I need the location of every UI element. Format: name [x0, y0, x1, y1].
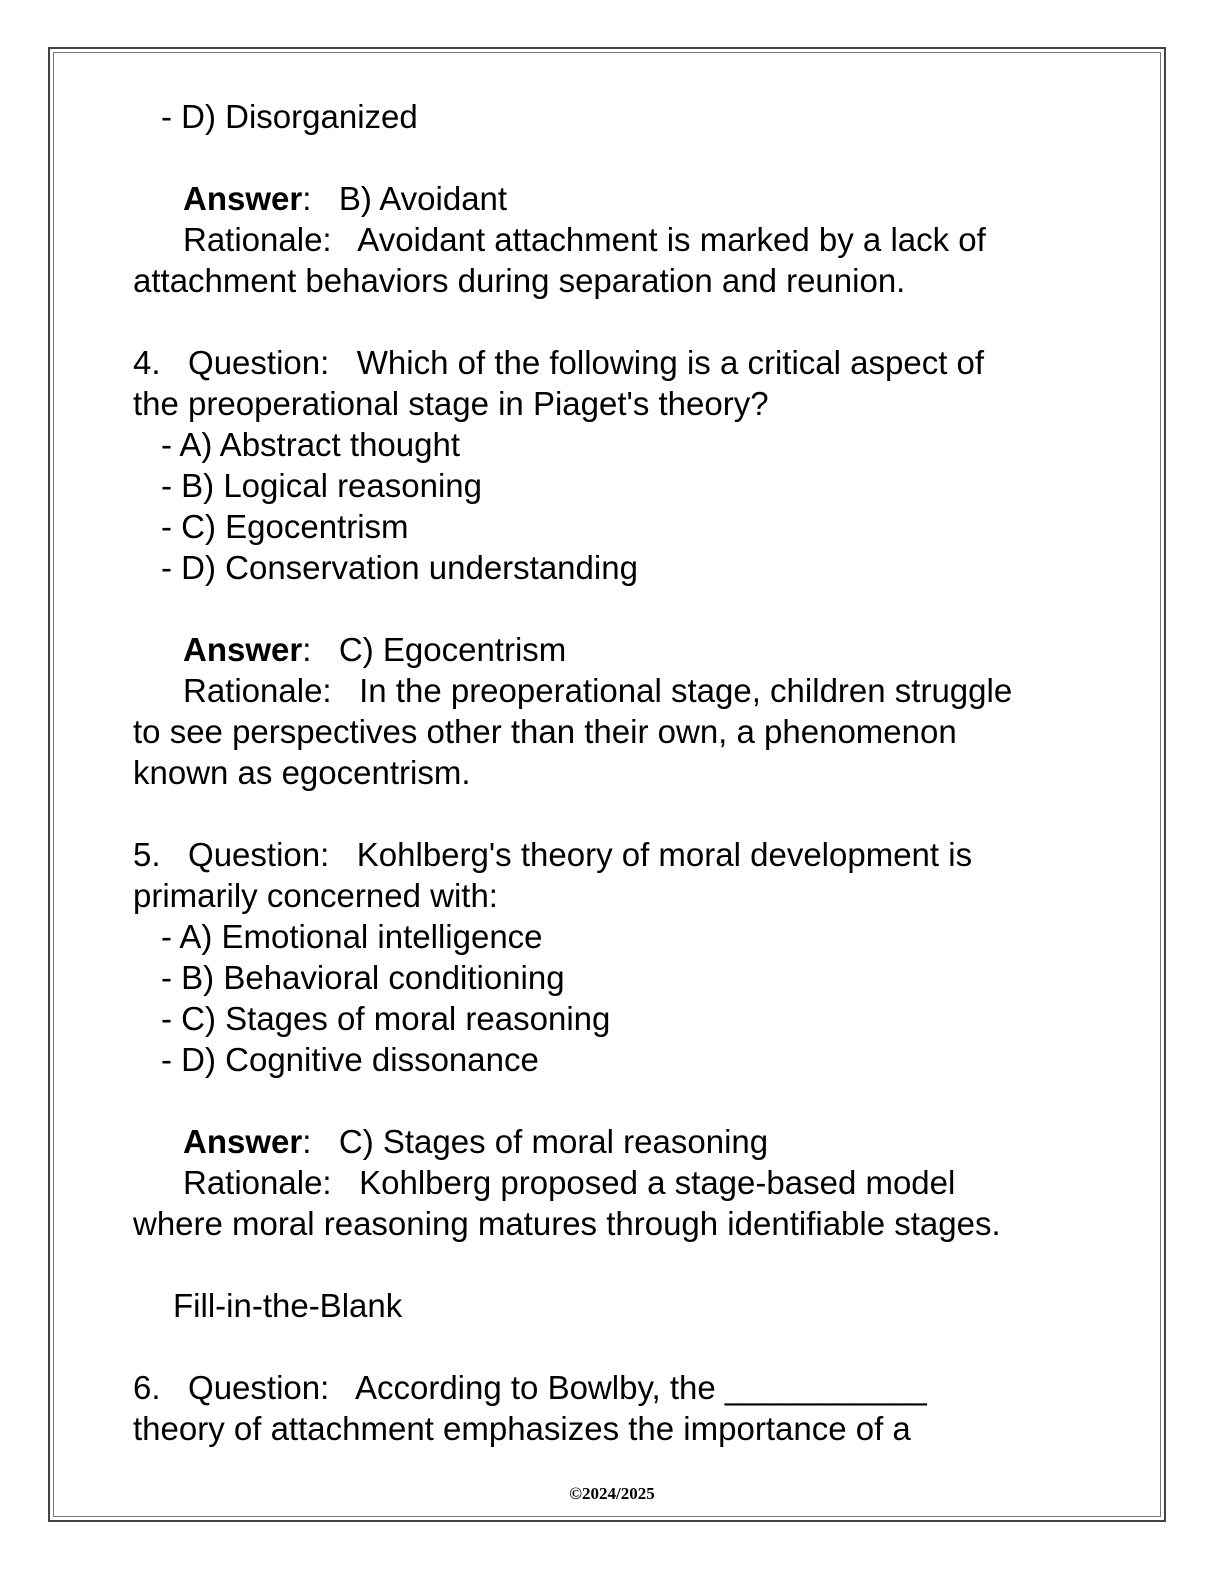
q3-rationale-line2: attachment behaviors during separation and reunion.: [133, 262, 906, 299]
q3-rationale-line1: Rationale: Avoidant attachment is marked by a lack of: [183, 221, 986, 258]
q3-answer: [133, 178, 1113, 219]
section-heading: Fill-in-the-Blank: [173, 1287, 403, 1324]
q3-option-d: - D) Disorganized: [161, 98, 418, 135]
q4-option-d: - D) Conservation understanding: [161, 549, 638, 586]
q5-question-line1: 5. Question: Kohlberg's theory of moral development is: [133, 836, 973, 873]
q6-question-line1: 6. Question: According to Bowlby, the ___________: [133, 1369, 927, 1406]
q5-question-line2: primarily concerned with:: [133, 877, 498, 914]
q4-rationale-line1: Rationale: In the preoperational stage, children struggle: [183, 672, 1013, 709]
q5-option-d: - D) Cognitive dissonance: [161, 1041, 539, 1078]
q4-question-line1: 4. Question: Which of the following is a critical aspect of: [133, 344, 985, 381]
q4-option-a: - A) Abstract thought: [161, 426, 460, 463]
copyright-footer: ©2024/2025: [569, 1484, 655, 1503]
answer-label: Answer: [183, 180, 303, 217]
answer-text: : B) Avoidant: [302, 180, 508, 217]
answer-text: : C) Egocentrism: [302, 631, 567, 668]
q6-question-line2: theory of attachment emphasizes the importance of a: [133, 1410, 911, 1447]
q4-rationale-line3: known as egocentrism.: [133, 754, 471, 791]
q4-rationale-line2: to see perspectives other than their own, a phenomenon: [133, 713, 957, 750]
answer-label: Answer: [183, 1123, 303, 1160]
answer-text: : C) Stages of moral reasoning: [302, 1123, 769, 1160]
q5-rationale-line1: Rationale: Kohlberg proposed a stage-based model: [183, 1164, 956, 1201]
q4-question-line2: the preoperational stage in Piaget's theory?: [133, 385, 769, 422]
q4-option-b: - B) Logical reasoning: [161, 467, 483, 504]
document-body: [133, 96, 1113, 1449]
answer-label: Answer: [183, 631, 303, 668]
q5-option-a: - A) Emotional intelligence: [161, 918, 543, 955]
q5-rationale-line2: where moral reasoning matures through identifiable stages.: [133, 1205, 1001, 1242]
q4-option-c: - C) Egocentrism: [161, 508, 409, 545]
q4-answer: [133, 629, 1113, 670]
q5-answer: [133, 1121, 1113, 1162]
q5-option-b: - B) Behavioral conditioning: [161, 959, 565, 996]
q5-option-c: - C) Stages of moral reasoning: [161, 1000, 611, 1037]
